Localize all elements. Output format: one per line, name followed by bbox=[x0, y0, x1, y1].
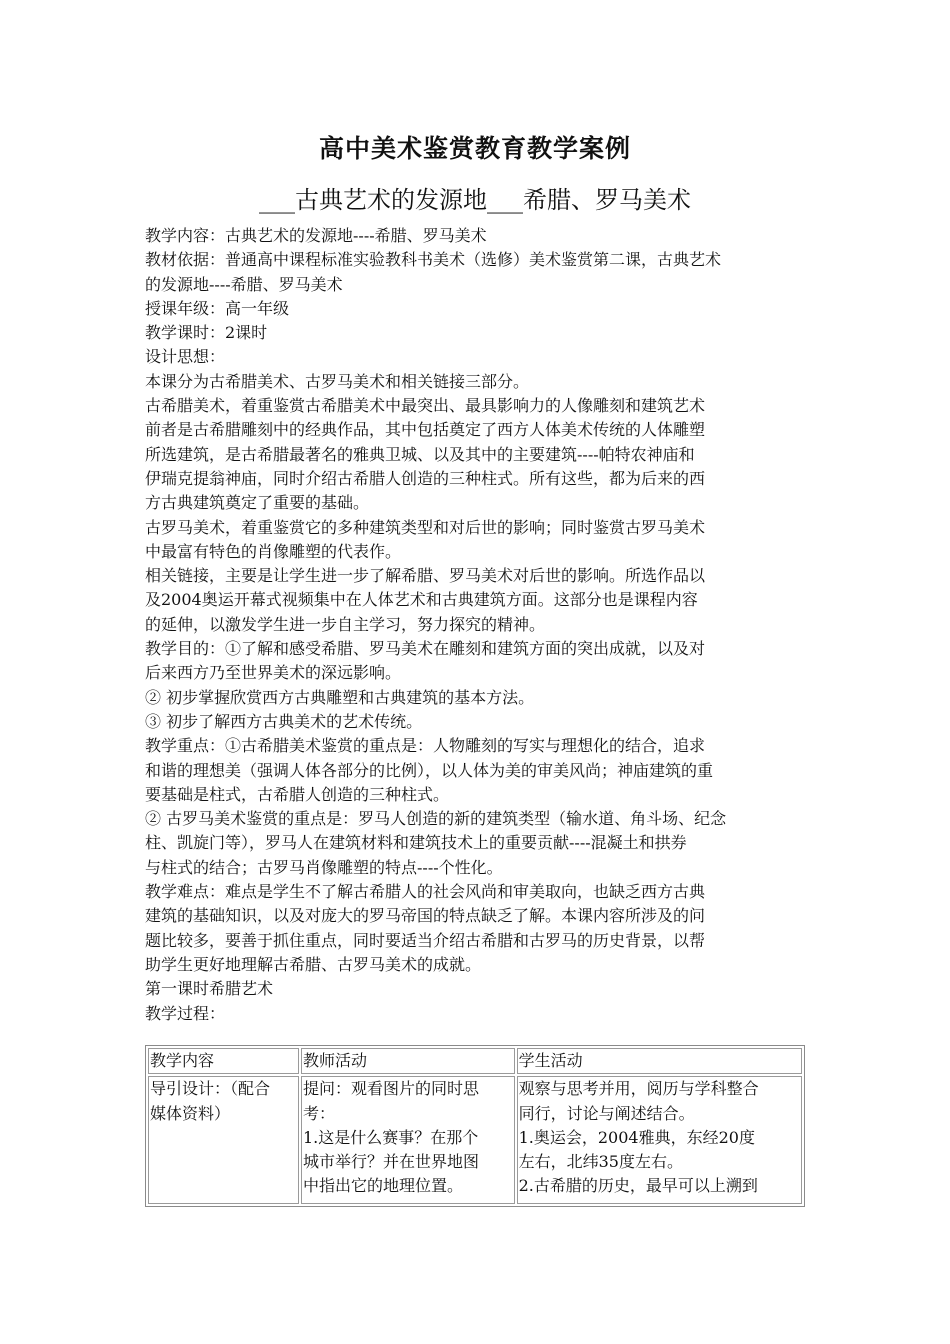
body-line: 本课分为古希腊美术、古罗马美术和相关链接三部分。 bbox=[145, 371, 530, 391]
body-line: 和谐的理想美（强调人体各部分的比例），以人体为美的审美风尚；神庙建筑的重 bbox=[145, 760, 714, 780]
body-line: 方古典建筑奠定了重要的基础。 bbox=[145, 493, 370, 513]
body-line: 的延伸，以激发学生进一步自主学习，努力探究的精神。 bbox=[145, 614, 546, 634]
document-title: 高中美术鉴赏教育教学案例 bbox=[318, 134, 631, 163]
document-subtitle: ___古典艺术的发源地___希腊、罗马美术 bbox=[259, 186, 691, 214]
body-line: 要基础是柱式，古希腊人创造的三种柱式。 bbox=[145, 784, 450, 804]
document-body bbox=[145, 224, 813, 1026]
body-line: ② 初步掌握欣赏西方古典雕塑和古典建筑的基本方法。 bbox=[145, 687, 535, 707]
table-cell-teacher bbox=[301, 1076, 515, 1204]
body-line: 教学难点：难点是学生不了解古希腊人的社会风尚和审美取向，也缺乏西方古典 bbox=[145, 882, 706, 902]
cell-line: 导引设计：（配合 bbox=[150, 1079, 271, 1099]
body-line: 助学生更好地理解古希腊、古罗马美术的成就。 bbox=[145, 954, 482, 974]
body-line: 古罗马美术，着重鉴赏它的多种建筑类型和对后世的影响；同时鉴赏古罗马美术 bbox=[145, 517, 706, 537]
body-line: 中最富有特色的肖像雕塑的代表作。 bbox=[145, 541, 402, 561]
body-line: 所选建筑，是古希腊最著名的雅典卫城、以及其中的主要建筑----帕特农神庙和 bbox=[145, 444, 695, 464]
table-header-row bbox=[148, 1048, 802, 1074]
cell-line: 考： bbox=[302, 1103, 335, 1123]
table-header-cell: 教师活动 bbox=[301, 1048, 515, 1074]
cell-line: 同行，讨论与阐述结合。 bbox=[518, 1103, 695, 1123]
body-line: 授课年级：高一年级 bbox=[145, 298, 290, 318]
cell-line: 1.奥运会，2004雅典，东经20度 bbox=[518, 1127, 755, 1147]
body-line: 第一课时希腊艺术 bbox=[145, 979, 274, 999]
body-line: ② 古罗马美术鉴赏的重点是：罗马人创造的新的建筑类型（输水道、角斗场、纪念 bbox=[145, 809, 727, 829]
table-row bbox=[148, 1076, 802, 1204]
table-cell-content bbox=[148, 1076, 299, 1204]
body-line: ③ 初步了解西方古典美术的艺术传统。 bbox=[145, 711, 423, 731]
body-line: 教材依据：普通高中课程标准实验教科书美术（选修）美术鉴赏第二课，古典艺术 bbox=[145, 250, 722, 270]
body-line: 教学课时：2课时 bbox=[145, 323, 268, 343]
cell-line: 城市举行？并在世界地图 bbox=[302, 1152, 479, 1172]
body-line: 教学过程： bbox=[145, 1003, 226, 1023]
cell-line: 2.古希腊的历史，最早可以上溯到 bbox=[518, 1176, 758, 1196]
cell-line: 左右，北纬35度左右。 bbox=[518, 1152, 683, 1172]
body-line: 设计思想： bbox=[145, 347, 226, 367]
body-line: 前者是古希腊雕刻中的经典作品，其中包括奠定了西方人体美术传统的人体雕塑 bbox=[145, 420, 706, 440]
table-header-cell: 教学内容 bbox=[148, 1048, 299, 1074]
body-line: 伊瑞克提翁神庙，同时介绍古希腊人创造的三种柱式。所有这些，都为后来的西 bbox=[145, 468, 706, 488]
body-line: 题比较多，要善于抓住重点，同时要适当介绍古希腊和古罗马的历史背景，以帮 bbox=[145, 930, 706, 950]
body-line: 教学目的：①了解和感受希腊、罗马美术在雕刻和建筑方面的突出成就，以及对 bbox=[145, 639, 706, 659]
body-line: 建筑的基础知识，以及对庞大的罗马帝国的特点缺乏了解。本课内容所涉及的问 bbox=[145, 906, 706, 926]
table-header-cell: 学生活动 bbox=[517, 1048, 802, 1074]
cell-line: 提问：观看图片的同时思 bbox=[302, 1079, 479, 1099]
body-line: 后来西方乃至世界美术的深远影响。 bbox=[145, 663, 402, 683]
body-line: 的发源地----希腊、罗马美术 bbox=[145, 274, 343, 294]
body-line: 与柱式的结合；古罗马肖像雕塑的特点----个性化。 bbox=[145, 857, 503, 877]
cell-line: 1.这是什么赛事？在那个 bbox=[302, 1127, 479, 1147]
cell-line: 中指出它的地理位置。 bbox=[302, 1176, 463, 1196]
cell-line: 媒体资料） bbox=[150, 1103, 231, 1123]
table-cell-student bbox=[517, 1076, 802, 1204]
cell-line: 观察与思考并用，阅历与学科整合 bbox=[518, 1079, 759, 1099]
body-line: 教学重点：①古希腊美术鉴赏的重点是：人物雕刻的写实与理想化的结合，追求 bbox=[145, 736, 706, 756]
lesson-process-table bbox=[145, 1045, 805, 1207]
body-line: 相关链接，主要是让学生进一步了解希腊、罗马美术对后世的影响。所选作品以 bbox=[145, 566, 706, 586]
body-line: 及2004奥运开幕式视频集中在人体艺术和古典建筑方面。这部分也是课程内容 bbox=[145, 590, 698, 610]
body-line: 柱、凯旋门等），罗马人在建筑材料和建筑技术上的重要贡献----混凝土和拱券 bbox=[145, 833, 687, 853]
body-line: 古希腊美术，着重鉴赏古希腊美术中最突出、最具影响力的人像雕刻和建筑艺术 bbox=[145, 396, 706, 416]
body-line: 教学内容：古典艺术的发源地----希腊、罗马美术 bbox=[145, 226, 487, 245]
